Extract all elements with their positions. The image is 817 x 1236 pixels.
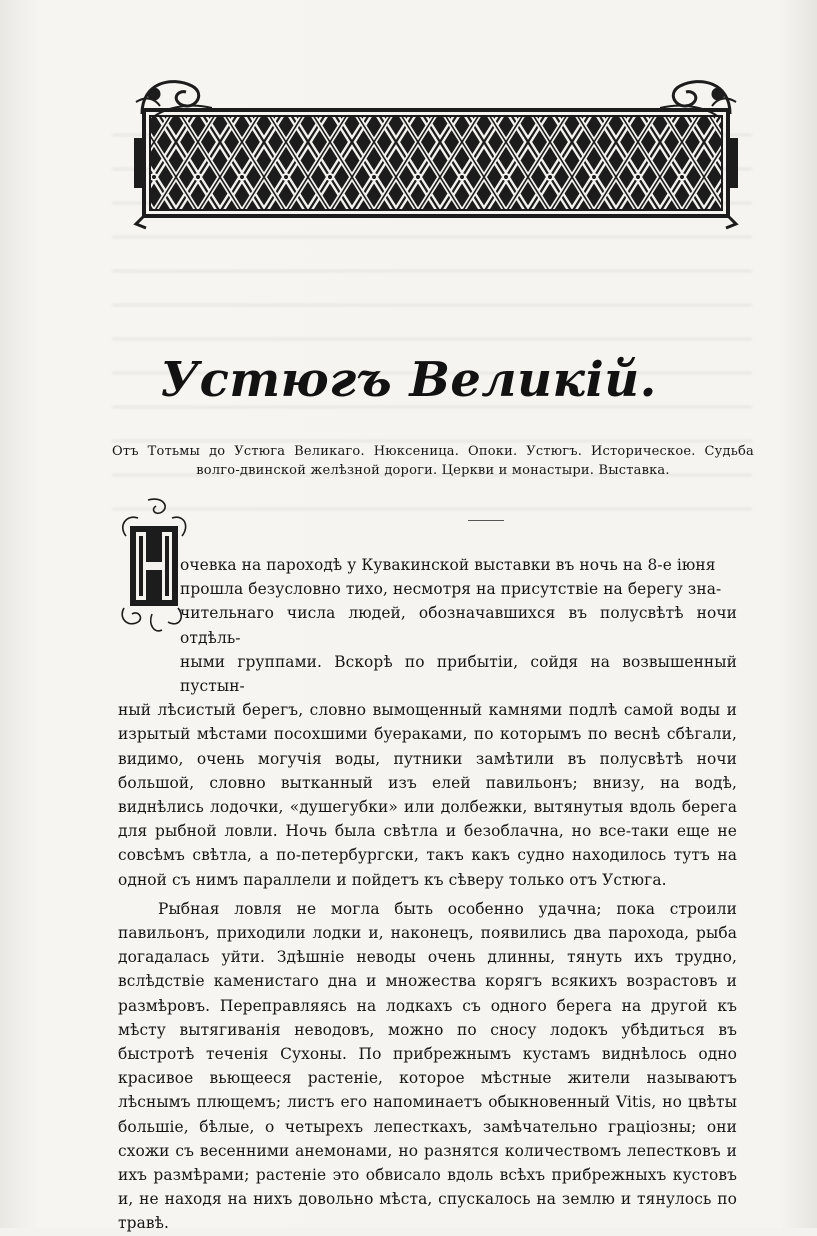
left-scroll-ornament xyxy=(136,82,212,120)
body-text xyxy=(118,553,737,1236)
paragraph-1-line-4: ными группами. Вскорѣ по прибытіи, сойдя на возвышенный пустын- xyxy=(180,652,737,696)
drop-cap-letter-text: Н xyxy=(153,576,155,577)
ornamental-header-band xyxy=(132,72,740,232)
chapter-summary: Отъ Тотьмы до Устюга Великаго. Нюксеница. Опоки. Устюгъ. Историческое. Судьба волго-двинской желѣзной дороги. Церкви и монастыри. Выставка. xyxy=(112,444,754,478)
paragraph-2: Рыбная ловля не могла быть особенно удачна; пока строили павильонъ, приходили лодки и, наконецъ, появились два парохода, рыба догадалась уйти. Здѣшніе неводы очень длинны, тянуть ихъ трудно, вслѣдствіе каменистаго дна и множества корягъ всякихъ возрастовъ и размѣровъ. Переправляясь на лодкахъ съ одного берега на другой къ мѣсту вытягиванія неводовъ, можно по сносу лодокъ убѣдиться въ быстротѣ теченія Сухоны. По прибрежнымъ кустамъ виднѣлось одно красивое вьющееся растеніе, которое мѣстные жители называютъ лѣснымъ плющемъ; листъ его напоминаетъ обыкновенный Vitis, но цвѣты большіе, бѣлые, о четырехъ лепесткахъ, замѣчательно граціозны; они схожи съ весенними анемонами, но разнятся количествомъ лепестковъ и ихъ размѣрами; растеніе это обвисало вдоль всѣхъ прибрежныхъ кустовъ и, не находя на нихъ довольно мѣста, спускалось на землю и тянулось по травѣ. xyxy=(118,899,737,1233)
paragraph-1-line-2: прошла безусловно тихо, несмотря на присутствіе на берегу зна- xyxy=(180,580,722,599)
paragraph-1-line-1: очевка на пароходѣ у Кувакинской выставки въ ночь на 8-е іюня xyxy=(180,556,716,574)
paragraph-1 xyxy=(118,553,737,892)
right-scroll-ornament xyxy=(660,82,736,120)
paragraph-1-line-3: чительнаго числа людей, обозначавшихся въ полусвѣтѣ ночи отдѣль- xyxy=(180,604,737,647)
paragraph-1-rest: ный лѣсистый берегъ, словно вымощенный камнями подлѣ самой воды и изрытый мѣстами посохшими буераками, по которымъ по веснѣ сбѣгали, видимо, очень могучія воды, путники замѣтили въ полусвѣтѣ ночи большой, словно вытканный изъ елей павильонъ; внизу, на водѣ, виднѣлись лодочки, «душегубки» или долбежки, вытянутыя вдоль берега для рыбной ловли. Ночь была свѣтла и безоблачна, но все-таки еще не совсѣмъ свѣтла, а по-петербургски, такъ какъ судно находилось тутъ на одной съ нимъ параллели и пойдетъ къ сѣверу только отъ Устюга. xyxy=(118,701,737,889)
decorative-rule xyxy=(468,520,504,521)
page-title: Устюгъ Великій. xyxy=(160,352,657,408)
